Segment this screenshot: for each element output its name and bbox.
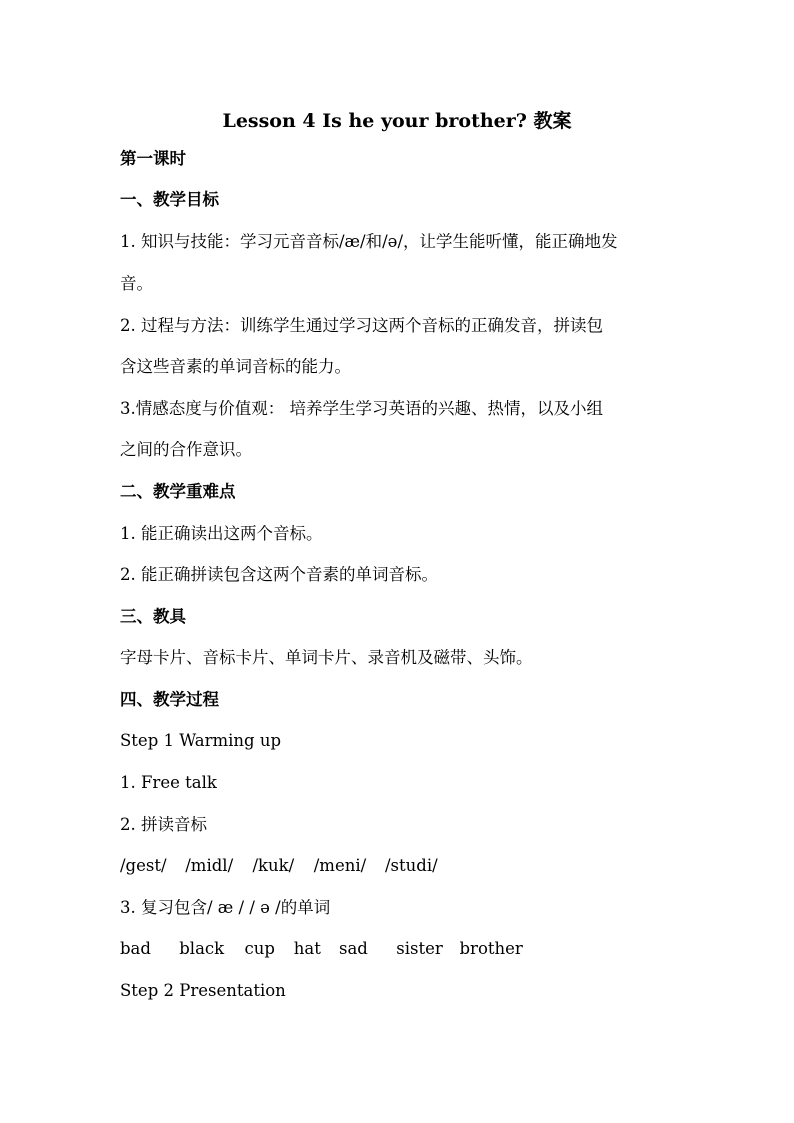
phonetic-item: /kuk/: [252, 856, 295, 875]
objective-2-line-1: 2. 过程与方法：训练学生通过学习这两个音标的正确发音，拼读包: [120, 316, 603, 335]
objectives-heading: 一、教学目标: [120, 190, 219, 209]
review-words-label: 3. 复习包含/ æ / / ə /的单词: [120, 898, 331, 917]
word-item: sister: [396, 939, 443, 958]
keypoint-2: 2. 能正确拼读包含这两个音素的单词音标。: [120, 565, 438, 584]
objective-2-line-2: 含这些音素的单词音标的能力。: [120, 357, 351, 376]
phonetic-item: /midl/: [185, 856, 234, 875]
spell-phonetics-label: 2. 拼读音标: [120, 815, 207, 834]
word-list: [120, 939, 523, 959]
process-heading: 四、教学过程: [120, 690, 219, 709]
step-2-title: Step 2 Presentation: [120, 981, 286, 1000]
objective-1-line-2: 音。: [120, 274, 153, 293]
step-1-title: Step 1 Warming up: [120, 731, 282, 750]
lesson-label: 第一课时: [120, 149, 186, 168]
objective-1-line-1: 1. 知识与技能：学习元音音标/æ/和/ə/，让学生能听懂，能正确地发: [120, 232, 618, 251]
keypoint-1: 1. 能正确读出这两个音标。: [120, 524, 323, 543]
phonetic-item: /studi/: [385, 856, 438, 875]
word-item: hat: [293, 939, 321, 958]
page-title: Lesson 4 Is he your brother? 教案: [222, 110, 572, 132]
phonetics-list: [120, 856, 438, 876]
objective-3-line-1: 3.情感态度与价值观： 培养学生学习英语的兴趣、热情，以及小组: [120, 399, 603, 418]
phonetic-item: /meni/: [313, 856, 367, 875]
word-item: brother: [459, 939, 523, 958]
word-item: bad: [120, 939, 151, 958]
phonetic-item: /gest/: [120, 856, 167, 875]
word-item: black: [179, 939, 225, 958]
free-talk: 1. Free talk: [120, 773, 217, 792]
objective-3-line-2: 之间的合作意识。: [120, 440, 252, 459]
keypoints-heading: 二、教学重难点: [120, 482, 236, 501]
tools-heading: 三、教具: [120, 607, 186, 626]
word-item: cup: [244, 939, 275, 958]
word-item: sad: [339, 939, 368, 958]
tools-text: 字母卡片、音标卡片、单词卡片、录音机及磁带、头饰。: [120, 648, 533, 667]
